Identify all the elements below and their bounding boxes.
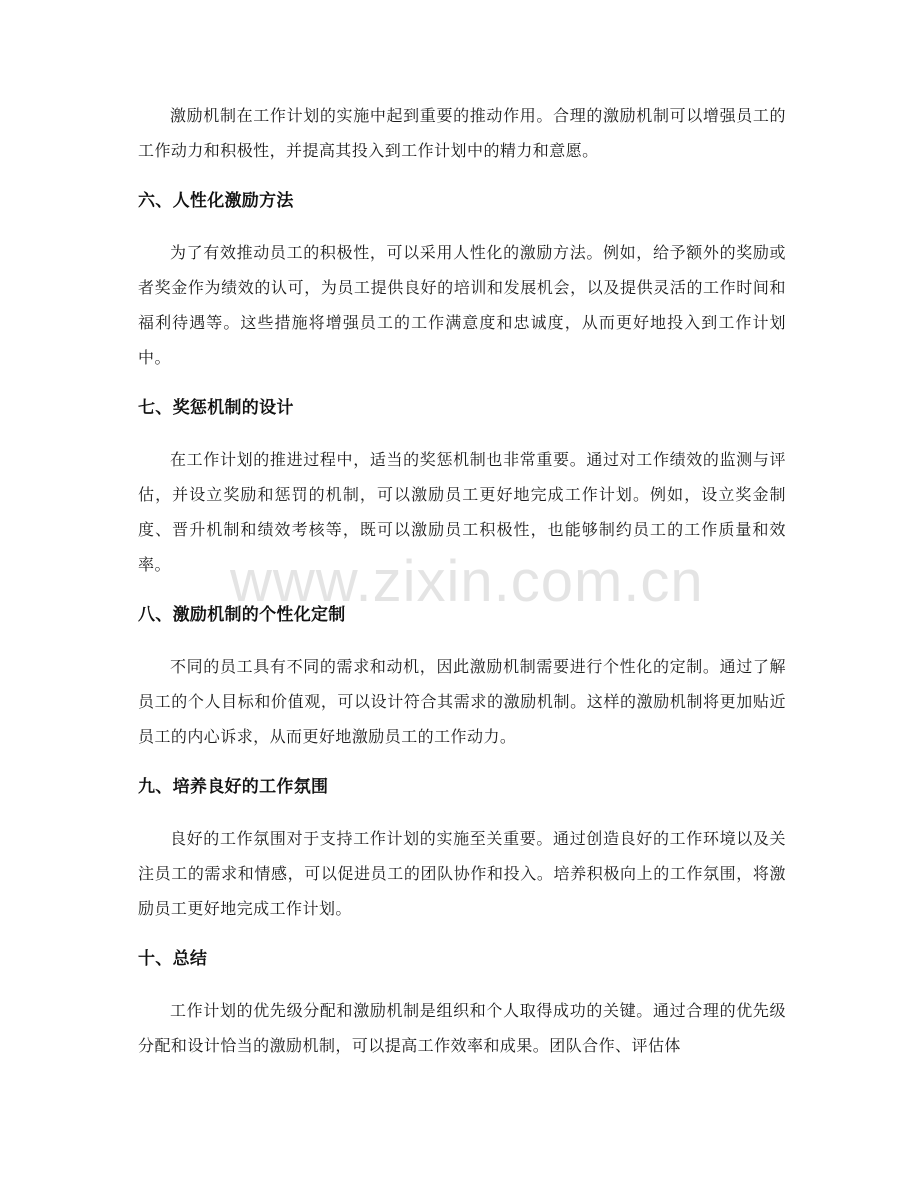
section-paragraph-6: 为了有效推动员工的积极性，可以采用人性化的激励方法。例如，给予额外的奖励或者奖金作为绩效的认可，为员工提供良好的培训和发展机会，以及提供灵活的工作时间和福利待遇等。这些措施将增强员工的工作满意度和忠诚度，从而更好地投入到工作计划中。 [138, 243, 786, 367]
section-paragraph-10: 工作计划的优先级分配和激励机制是组织和个人取得成功的关键。通过合理的优先级分配和设计恰当的激励机制，可以提高工作效率和成果。团队合作、评估体 [138, 1001, 786, 1055]
section-heading-10: 十、总结 [138, 949, 208, 969]
document-page [138, 98, 786, 1063]
section-paragraph-9: 良好的工作氛围对于支持工作计划的实施至关重要。通过创造良好的工作环境以及关注员工的需求和情感，可以促进员工的团队协作和投入。培养积极向上的工作氛围，将激励员工更好地完成工作计划。 [138, 829, 786, 918]
section-heading-7: 七、奖惩机制的设计 [138, 398, 294, 418]
intro-paragraph: 激励机制在工作计划的实施中起到重要的推动作用。合理的激励机制可以增强员工的工作动力和积极性，并提高其投入到工作计划中的精力和意愿。 [138, 106, 786, 160]
section-heading-6: 六、人性化激励方法 [138, 191, 294, 211]
section-paragraph-8: 不同的员工具有不同的需求和动机，因此激励机制需要进行个性化的定制。通过了解员工的个人目标和价值观，可以设计符合其需求的激励机制。这样的激励机制将更加贴近员工的内心诉求，从而更好地激励员工的工作动力。 [138, 657, 786, 746]
section-heading-8: 八、激励机制的个性化定制 [138, 605, 346, 625]
section-paragraph-7: 在工作计划的推进过程中，适当的奖惩机制也非常重要。通过对工作绩效的监测与评估，并设立奖励和惩罚的机制，可以激励员工更好地完成工作计划。例如，设立奖金制度、晋升机制和绩效考核等，既可以激励员工积极性，也能够制约员工的工作质量和效率。 [138, 450, 786, 574]
section-heading-9: 九、培养良好的工作氛围 [138, 777, 329, 797]
watermark-text: www.zixin.com.cn [230, 549, 704, 614]
